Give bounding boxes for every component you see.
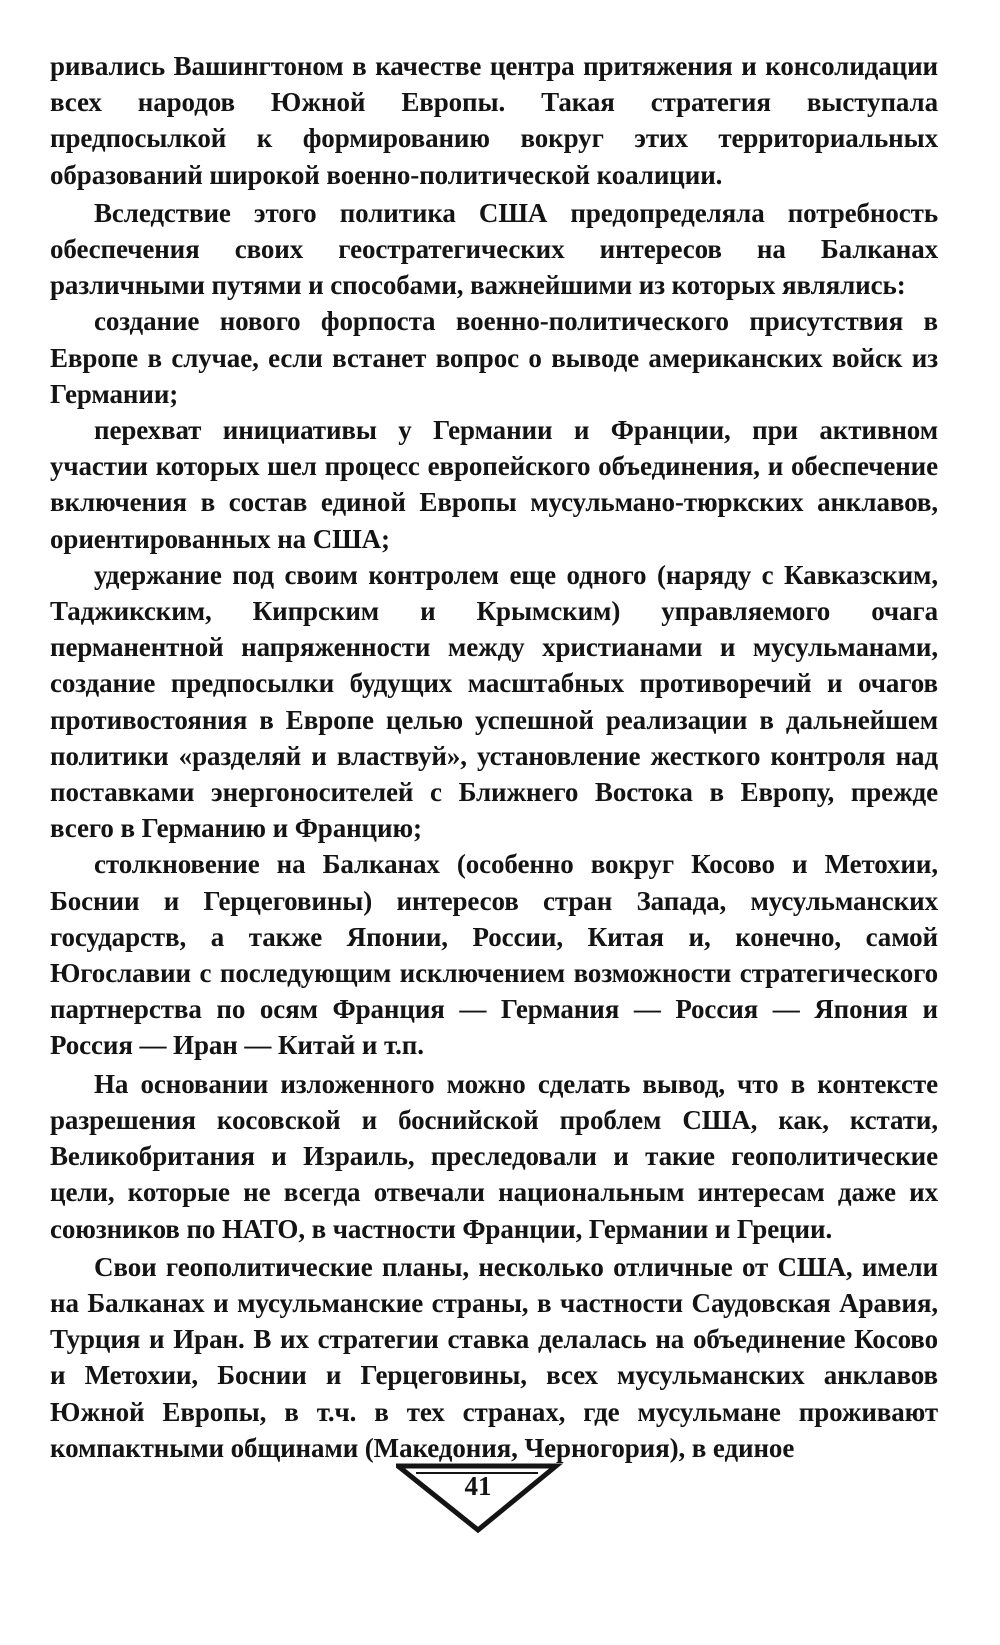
paragraph-5: удержание под своим контролем еще одного (наряду с Кавказским, Таджикским, Кипрским и Крымским) управляемого очага перманентной напряженности между христианами и мусульманами, создание предпосылки будущих масштабных противоречий и очагов противостояния в Европе целью успешной реализации в дальнейшем политики «разделяй и властвуй», установление жесткого контроля над поставками энергоносителей с Ближнего Востока в Европу, прежде всего в Германию и Францию; bbox=[50, 559, 938, 844]
page-body bbox=[50, 48, 938, 1466]
page-number: 41 bbox=[464, 1471, 492, 1501]
paragraph-1: ривались Вашингтоном в качестве центра притяжения и консолидации всех народов Южной Европы. Такая стратегия выступала предпосылкой к формированию вокруг этих территориальных образований широкой военно-политической коалиции. bbox=[50, 51, 938, 190]
paragraph-4: перехват инициативы у Германии и Франции, при активном участии которых шел процесс европейского объединения, и обеспечение включения в состав единой Европы мусульмано-тюркских анклавов, ориентированных на США; bbox=[50, 415, 938, 554]
paragraph-7: На основании изложенного можно сделать вывод, что в контексте разрешения косовской и боснийской проблем США, как, кстати, Великобритания и Израиль, преследовали и такие геополитические цели, которые не всегда отвечали национальным интересам даже их союзников по НАТО, в частности Франции, Германии и Греции. bbox=[50, 1068, 938, 1244]
paragraph-3: создание нового форпоста военно-политического присутствия в Европе в случае, если встанет вопрос о выводе американских войск из Германии; bbox=[50, 306, 938, 409]
paragraph-6: столкновение на Балканах (особенно вокруг Косово и Метохии, Боснии и Герцеговины) интересов стран Запада, мусульманских государств, а также Японии, России, Китая и, конечно, самой Югославии с последующим исключением возможности стратегического партнерства по осям Франция — Германия — Россия — Япония и Россия — Иран — Китай и т.п. bbox=[50, 849, 938, 1061]
page-footer bbox=[396, 1463, 588, 1533]
paragraph-2: Вследствие этого политика США предопределяла потребность обеспечения своих геостратегических интересов на Балканах различными путями и способами, важнейшими из которых являлись: bbox=[50, 197, 938, 301]
paragraph-8: Свои геополитические планы, несколько отличные от США, имели на Балканах и мусульманские страны, в частности Саудовская Аравия, Турция и Иран. В их стратегии ставка делалась на объединение Косово и Метохии, Боснии и Герцеговины, всех мусульманских анклавов Южной Европы, в т.ч. в тех странах, где мусульмане проживают компактными общинами (Македония, Черногория), в единое bbox=[50, 1251, 938, 1463]
